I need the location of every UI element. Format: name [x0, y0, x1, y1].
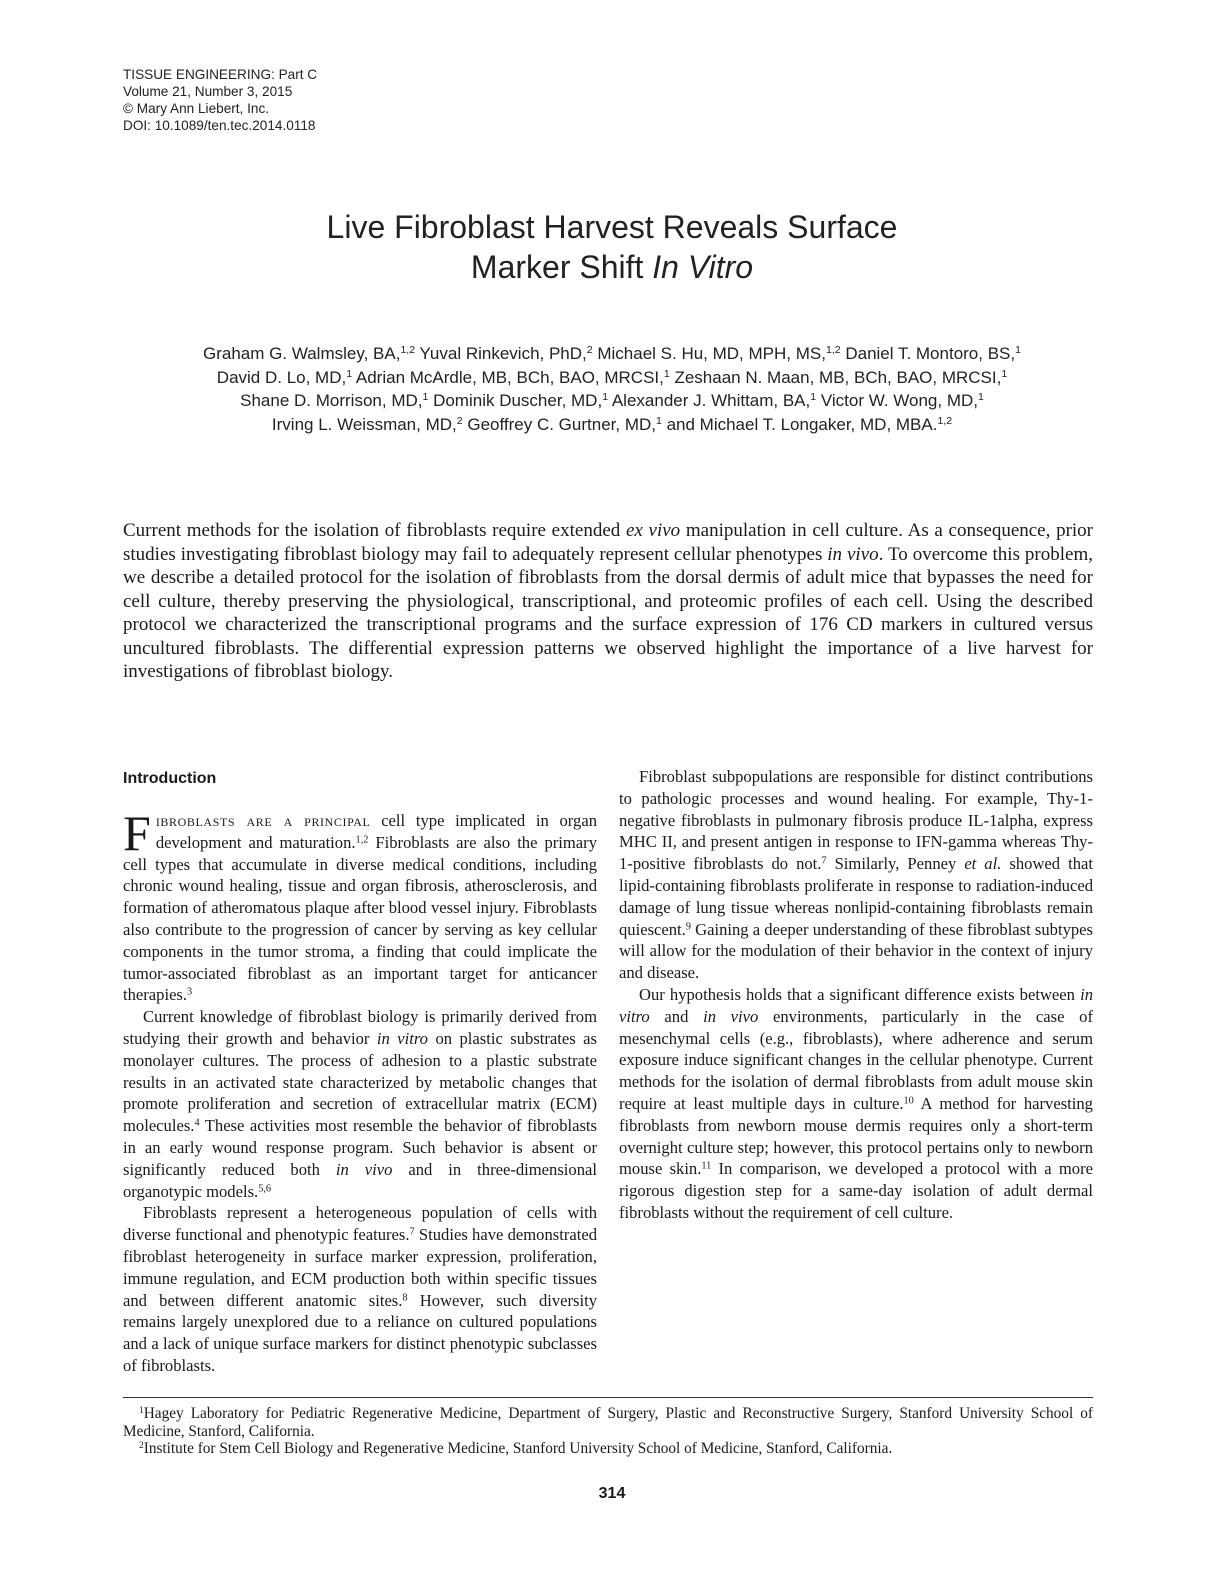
citation-superscript: 4	[194, 1117, 200, 1129]
citation-superscript: 11	[701, 1160, 712, 1172]
title-line-2-italic: In Vitro	[652, 249, 754, 285]
small-caps-lead: ibroblasts are a principal	[155, 811, 371, 830]
italic-term: in vivo	[827, 543, 879, 565]
journal-name: TISSUE ENGINEERING: Part C	[123, 67, 318, 82]
author-line	[100, 366, 1124, 390]
text-run: Current knowledge of fibroblast biology is primarily derived from studying their growth and behavior	[123, 1007, 597, 1048]
author-name: Zeshaan N. Maan, MB, BCh, BAO, MRCSI,	[674, 367, 1002, 387]
text-run: manipulation in cell culture. As a consequence, prior studies investigating fibroblast biology may fail to adequately represent cellular phenotypes	[123, 520, 1093, 565]
author-name: Shane D. Morrison, MD,	[240, 391, 423, 411]
italic-term: ex vivo	[625, 520, 681, 541]
text-run: In comparison, we developed a protocol with a more rigorous digestion step for a same-day isolation of adult dermal fibroblasts without the requirement of cell culture.	[619, 1159, 1093, 1222]
footnote-text: Hagey Laboratory for Pediatric Regenerative Medicine, Department of Surgery, Plastic and Reconstructive Surgery, Stanford University School of Medicine, Stanford, California.	[123, 1405, 1093, 1440]
left-column	[123, 766, 597, 1377]
title-line-2-plain: Marker Shift	[470, 249, 653, 285]
citation-superscript: 7	[821, 855, 827, 867]
author-name: Michael S. Hu, MD, MPH, MS,	[597, 344, 826, 363]
affiliation-marker: 2	[586, 344, 593, 357]
text-run: Current methods for the isolation of fibroblasts require extended	[123, 520, 626, 541]
footnote	[123, 1405, 1093, 1440]
text-run: Fibroblasts represent a heterogeneous population of cells with diverse functional and phenotypic features.	[123, 1203, 597, 1245]
affiliation-marker: 1	[422, 391, 429, 404]
text-run: Our hypothesis holds that a significant difference exists between	[639, 984, 1081, 1004]
intro-paragraph-5	[619, 984, 1093, 1224]
affiliation-marker: 1	[977, 391, 984, 404]
text-run: environments, particularly in the case of mesenchymal cells (e.g., fibroblasts), where adherence and serum exposure induce significant changes in the cellular phenotype. Current methods for the isolation of dermal fibroblasts from adult mouse skin require at least multiple days in culture.	[619, 1006, 1093, 1113]
affiliation-marker: 2	[456, 414, 463, 427]
affiliation-marker: 1	[1015, 344, 1021, 357]
title-line-1: Live Fibroblast Harvest Reveals Surface	[326, 209, 898, 245]
paragraph-body	[123, 805, 597, 1005]
author-line	[100, 342, 1124, 366]
author-line	[100, 389, 1124, 413]
author-line	[100, 413, 1124, 437]
author-name: David D. Lo, MD,	[216, 367, 347, 387]
affiliation-marker: 1	[1001, 367, 1008, 380]
citation-superscript: 8	[402, 1291, 408, 1303]
intro-paragraph-2	[123, 1006, 597, 1202]
copyright-line: © Mary Ann Liebert, Inc.	[123, 101, 270, 116]
affiliation-marker: 1,2	[937, 414, 953, 427]
affiliation-marker: 1	[346, 367, 353, 380]
text-run: Studies have demonstrated fibroblast heterogeneity in surface marker expression, proliferation, immune regulation, and ECM production both within specific tissues and between different anatomic sites.	[123, 1225, 597, 1310]
author-name: Geoffrey C. Gurtner, MD,	[467, 414, 656, 434]
citation-superscript: 7	[409, 1226, 415, 1238]
title-line-2	[0, 247, 1224, 287]
text-run: A method for harvesting fibroblasts from newborn mouse dermis requires only a short-term overnight culture step; however, this protocol pertains only to newborn mouse skin.	[619, 1093, 1093, 1179]
affiliation-marker: 1	[810, 391, 817, 404]
text-run: These activities most resemble the behavior of fibroblasts in an early wound response program. Such behavior is absent or significantly reduced both	[123, 1116, 597, 1179]
text-run: . To overcome this problem, we describe a detailed protocol for the isolation of fibroblasts from the dorsal dermis of adult mice that bypasses the need for cell culture, thereby preserving the physiological, transcriptional, and proteomic profiles of each cell. Using the described protocol we characterized the transcriptional programs and the surface expression of 176 CD markers in cultured versus uncultured fibroblasts. The differential expression patterns we observed highlight the importance of a live harvest for investigations of fibroblast biology.	[123, 543, 1093, 682]
author-name: Alexander J. Whittam, BA,	[611, 391, 811, 411]
italic-term: in vivo	[703, 1006, 759, 1026]
citation-superscript: 3	[187, 986, 193, 998]
footnote-rule	[123, 1397, 1093, 1398]
italic-term: in vivo	[335, 1159, 393, 1179]
footnote-marker: 2	[139, 1440, 144, 1451]
text-run: However, such diversity remains largely unexplored due to a reliance on cultured populations and a lack of unique surface markers for distinct phenotypic subclasses of fibroblasts.	[123, 1290, 598, 1375]
journal-volume: Volume 21, Number 3, 2015	[123, 84, 293, 99]
author-list	[100, 342, 1124, 436]
footnote-text: Institute for Stem Cell Biology and Regenerative Medicine, Stanford University School of Medicine, Stanford, California.	[143, 1440, 893, 1457]
text-run: and in three-dimensional organotypic models.	[123, 1159, 597, 1201]
abstract	[123, 519, 1093, 684]
drop-cap: F	[123, 805, 151, 861]
author-name: Irving L. Weissman, MD,	[271, 414, 457, 434]
author-name: Victor W. Wong, MD,	[820, 391, 978, 411]
affiliation-marker: 1	[663, 367, 670, 380]
text-run: Fibroblasts are also the primary cell types that accumulate in diverse medical conditions, including chronic wound healing, tissue and organ fibrosis, atherosclerosis, and formation of atheromatous plaque after blood vessel injury. Fibroblasts also contribute to the progression of cancer by serving as key cellular components in the tumor stroma, a finding that could implicate the tumor-associated fibroblast as an important target for anticancer therapies.	[123, 832, 597, 1005]
footnote-marker: 1	[139, 1405, 144, 1416]
intro-paragraph-4	[619, 766, 1093, 984]
author-name: Adrian McArdle, MB, BCh, BAO, MRCSI,	[355, 367, 664, 387]
section-heading-introduction: Introduction	[123, 770, 217, 787]
page-number: 314	[598, 1485, 626, 1502]
affiliation-marker: 1,2	[825, 344, 841, 357]
text-run: Fibroblast subpopulations are responsible for distinct contributions to pathologic processes and wound healing. For example, Thy-1-negative fibroblasts in pulmonary fibrosis produce IL-1alpha, express MHC II, and present antigen in response to IFN-gamma whereas Thy-1-positive fibroblasts do not.	[619, 767, 1093, 874]
text-run: Gaining a deeper understanding of these fibroblast subtypes will allow for the modulation of their behavior in the context of injury and disease.	[619, 919, 1093, 983]
italic-term: et al.	[964, 854, 1002, 874]
text-run: cell type implicated in organ development and maturation.	[155, 811, 597, 852]
text-run: Similarly, Penney	[826, 854, 965, 874]
doi-line: DOI: 10.1089/ten.tec.2014.0118	[123, 118, 316, 133]
intro-paragraph-3	[123, 1202, 597, 1376]
author-name: Graham G. Walmsley, BA,	[203, 344, 401, 363]
text-run: and	[649, 1006, 704, 1026]
text-run: showed that lipid-containing fibroblasts proliferate in response to radiation-induced damage of lung tissue whereas nonlipid-containing fibroblasts remain quiescent.	[619, 854, 1093, 939]
footnote	[123, 1440, 1093, 1458]
italic-term: in vitro	[619, 984, 1093, 1026]
citation-superscript: 1,2	[355, 834, 369, 846]
citation-superscript: 10	[903, 1095, 914, 1107]
affiliation-marker: 1	[602, 391, 609, 404]
author-name: Dominik Duscher, MD,	[433, 391, 603, 411]
citation-superscript: 5,6	[258, 1182, 272, 1194]
affiliation-marker: 1	[655, 414, 662, 427]
intro-paragraph-1	[123, 805, 597, 1006]
author-name: Daniel T. Montoro, BS,	[845, 344, 1016, 363]
author-name: and Michael T. Longaker, MD, MBA.	[666, 414, 938, 434]
article-title	[0, 207, 1224, 287]
text-run: on plastic substrates as monolayer cultures. The process of adhesion to a plastic substrate results in an activated state characterized by metabolic changes that promote proliferation and secretion of extracellular matrix (ECM) molecules.	[123, 1028, 597, 1136]
affiliation-footnotes	[123, 1405, 1093, 1458]
author-name: Yuval Rinkevich, PhD,	[419, 344, 587, 363]
italic-term: in vitro	[376, 1028, 428, 1048]
right-column	[619, 766, 1093, 1224]
affiliation-marker: 1,2	[400, 344, 416, 357]
citation-superscript: 9	[685, 920, 691, 932]
journal-header	[123, 66, 317, 134]
